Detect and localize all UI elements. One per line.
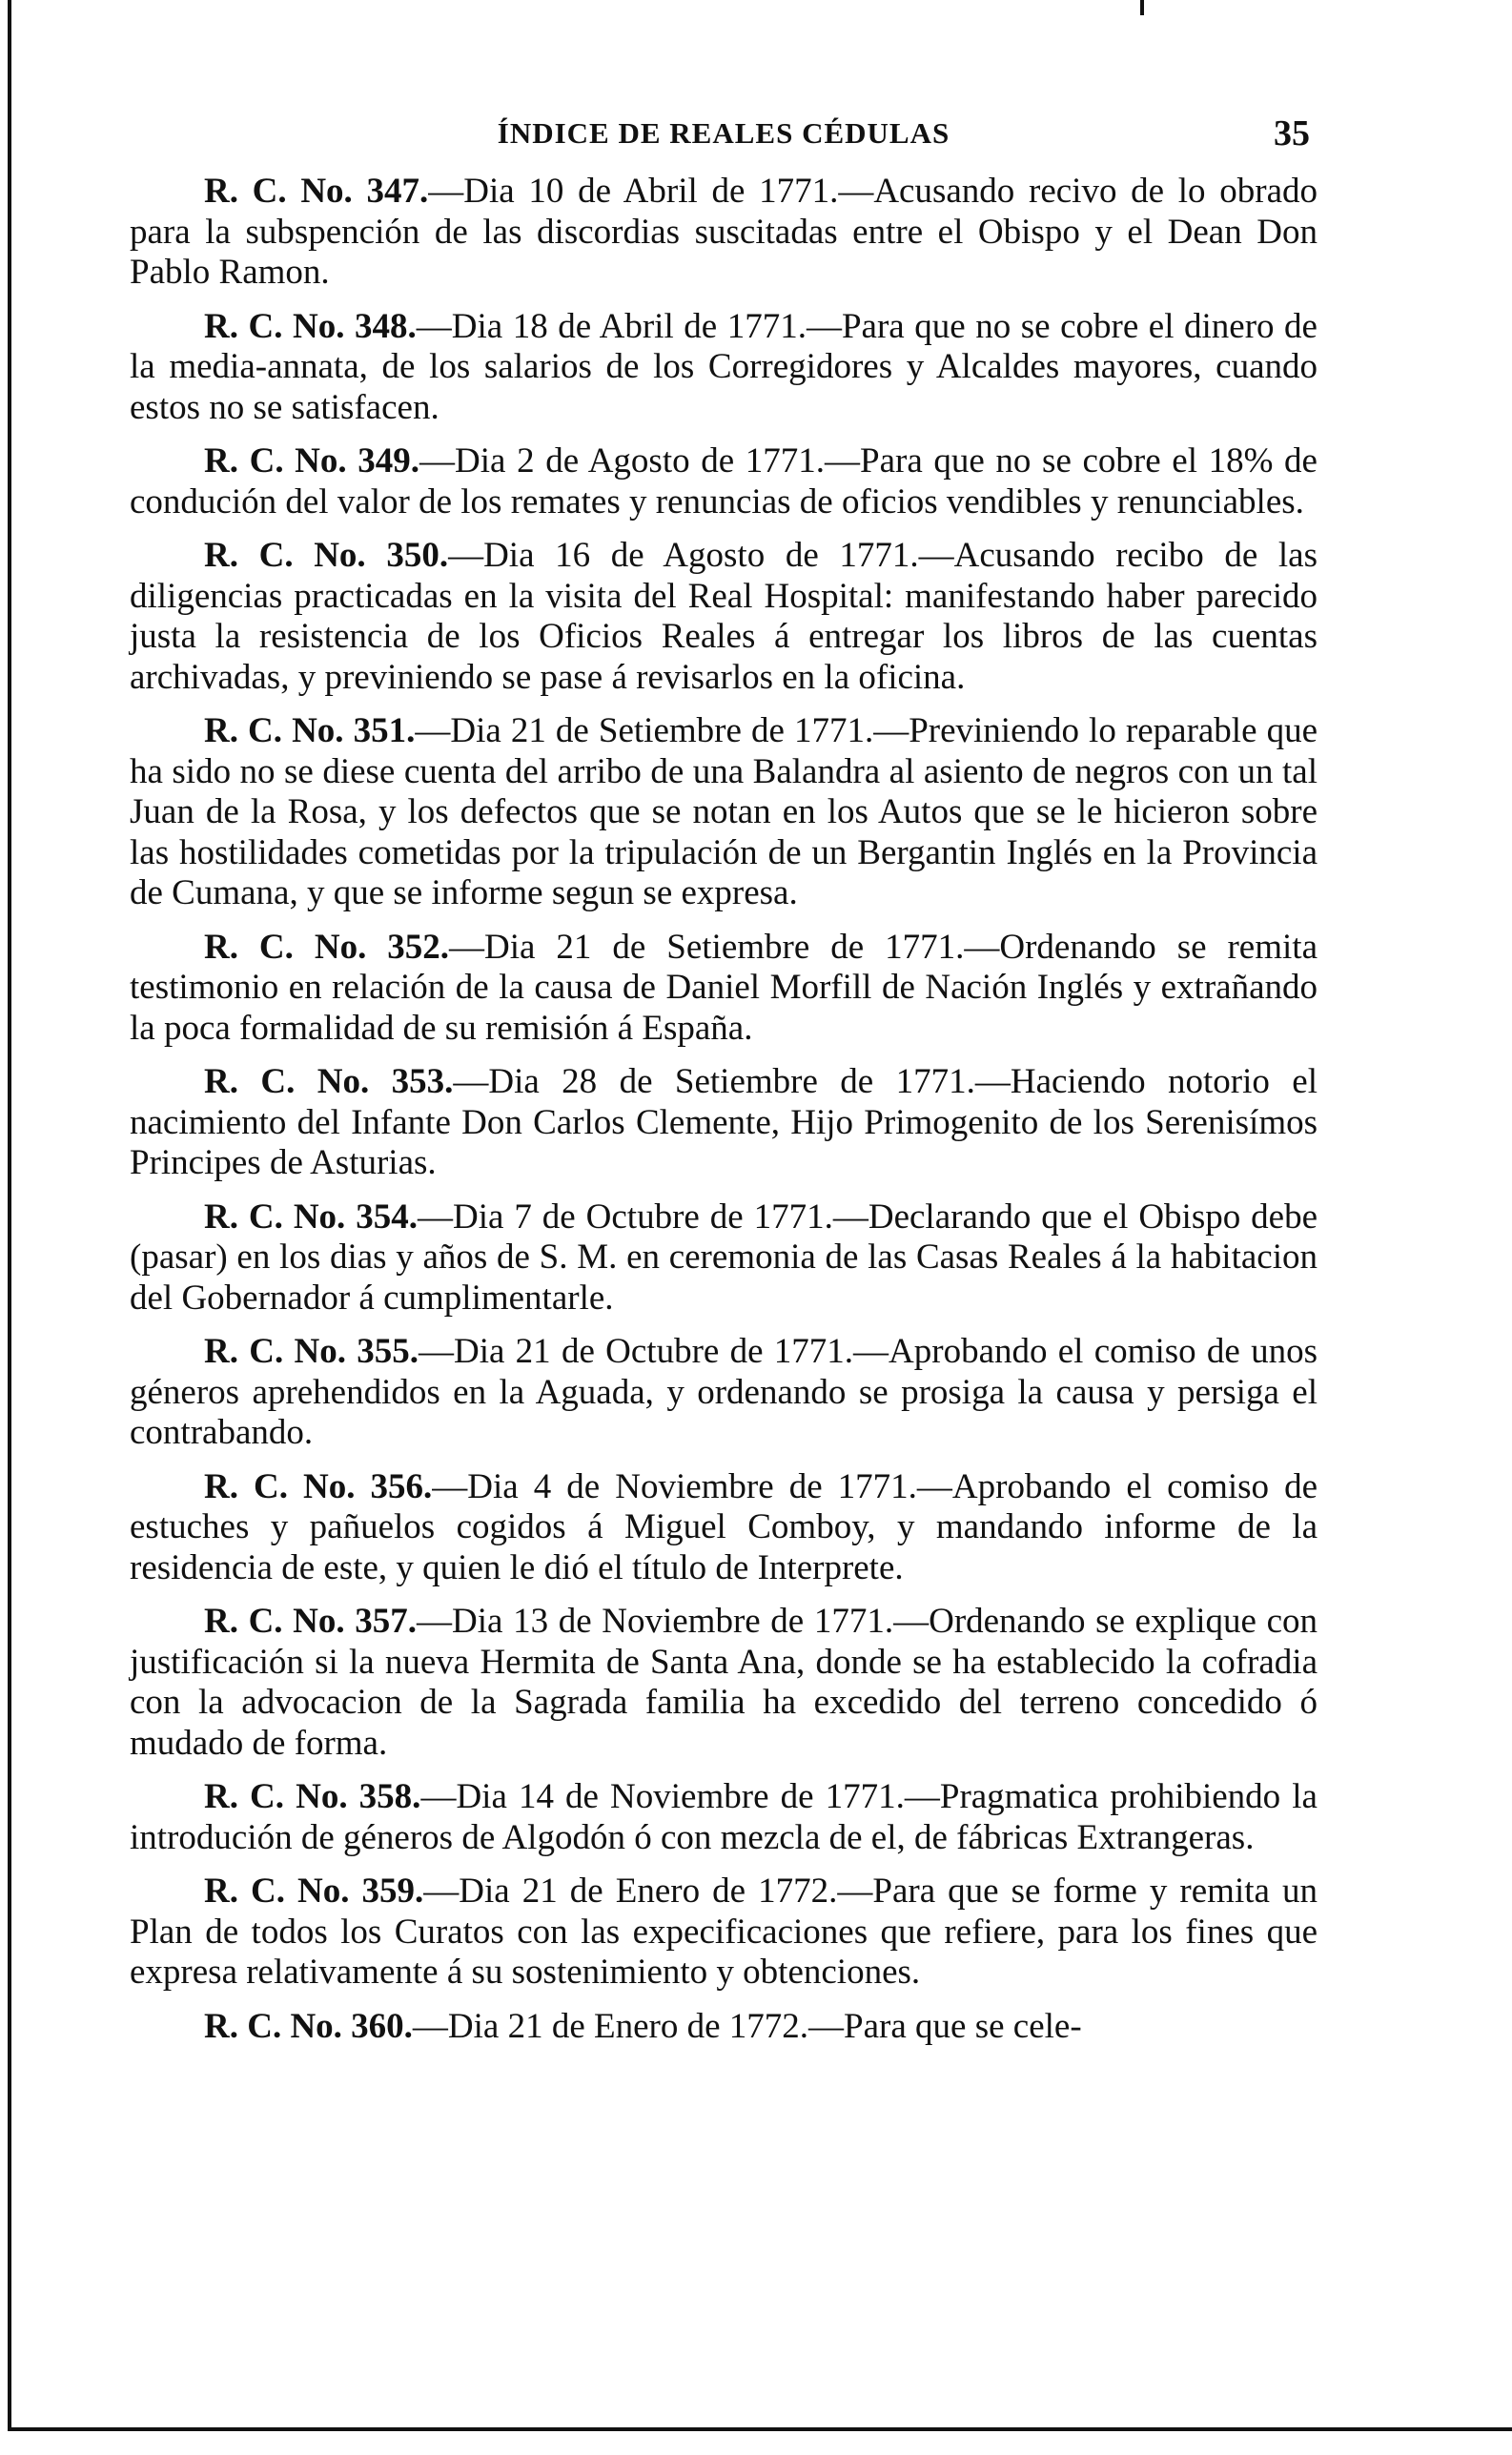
page-number: 35 xyxy=(1274,113,1310,153)
entry-text: —Dia 21 de Octubre de 1771.—Aprobando el comiso de unos géneros aprehendidos en la Aguada, y ordenando se prosiga la causa y persiga el contrabando. xyxy=(130,1332,1318,1452)
entry-reference: R. C. No. 358. xyxy=(204,1777,421,1816)
entry-reference: R. C. No. 351. xyxy=(204,711,416,750)
entry-350 xyxy=(130,536,1318,698)
top-edge-mark xyxy=(1140,0,1144,15)
bottom-border-rule xyxy=(8,2427,1512,2431)
entry-357 xyxy=(130,1602,1318,1764)
entry-355 xyxy=(130,1332,1318,1454)
entry-text: —Dia 16 de Agosto de 1771.—Acusando recibo de las diligencias practicadas en la visita del Real Hospital: manifestando haber parecido justa la resistencia de los Oficios Reales á entregar los libros de las cuentas archivadas, y previniendo se pase á revisarlos en la oficina. xyxy=(130,536,1318,697)
entry-359 xyxy=(130,1872,1318,1994)
entry-356 xyxy=(130,1467,1318,1589)
entry-text: —Dia 13 de Noviembre de 1771.—Ordenando se explique con justificación si la nueva Hermita de Santa Ana, donde se ha establecido la cofradia con la advocacion de la Sagrada familia ha excedido del terreno concedido ó mudado de forma. xyxy=(130,1602,1318,1763)
entry-348 xyxy=(130,307,1318,429)
entry-358 xyxy=(130,1777,1318,1858)
entry-reference: R. C. No. 356. xyxy=(204,1466,433,1506)
entry-354 xyxy=(130,1197,1318,1320)
entry-reference: R. C. No. 349. xyxy=(204,441,420,481)
entry-reference: R. C. No. 355. xyxy=(204,1332,419,1371)
entry-reference: R. C. No. 359. xyxy=(204,1872,424,1911)
entry-text: —Dia 2 de Agosto de 1771.—Para que no se cobre el 18% de condución del valor de los remates y renuncias de oficios vendibles y renunciables. xyxy=(130,441,1318,522)
entry-text: —Dia 14 de Noviembre de 1771.—Pragmatica prohibiendo la introdución de géneros de Algodón ó con mezcla de el, de fábricas Extrangeras. xyxy=(130,1777,1318,1857)
entry-text: —Dia 18 de Abril de 1771.—Para que no se cobre el dinero de la media-annata, de los salarios de los Corregidores y Alcaldes mayores, cuando estos no se satisfacen. xyxy=(130,306,1318,427)
entry-353 xyxy=(130,1062,1318,1184)
entry-352 xyxy=(130,928,1318,1050)
entry-text: —Dia 7 de Octubre de 1771.—Declarando que el Obispo debe (pasar) en los dias y años de S. M. en ceremonia de las Casas Reales á la habitacion del Gobernador á cumplimentarle. xyxy=(130,1197,1318,1318)
entry-360 xyxy=(130,2007,1318,2048)
left-border-rule xyxy=(8,0,11,2429)
entry-reference: R. C. No. 347. xyxy=(204,172,429,211)
running-title: ÍNDICE DE REALES CÉDULAS xyxy=(497,116,950,150)
entry-reference: R. C. No. 360. xyxy=(204,2006,413,2046)
entry-347 xyxy=(130,172,1318,294)
running-head xyxy=(130,113,1318,162)
entry-text: —Dia 21 de Setiembre de 1771.—Previniendo lo reparable que ha sido no se diese cuenta del arribo de una Balandra al asiento de negros con un tal Juan de la Rosa, y los defectos que se notan en los Autos que se le hicieron sobre las hostilidades cometidas por la tripulación de un Bergantin Inglés en la Provincia de Cumana, y que se informe segun se expresa. xyxy=(130,711,1318,912)
entry-text: —Dia 10 de Abril de 1771.—Acusando recivo de lo obrado para la subspención de las discordias suscitadas entre el Obispo y el Dean Don Pablo Ramon. xyxy=(130,172,1318,292)
entry-reference: R. C. No. 353. xyxy=(204,1062,454,1101)
entry-reference: R. C. No. 354. xyxy=(204,1197,418,1237)
entry-reference: R. C. No. 352. xyxy=(204,927,450,967)
entry-reference: R. C. No. 350. xyxy=(204,536,449,575)
book-page xyxy=(130,113,1318,2060)
entry-text: —Dia 21 de Setiembre de 1771.—Ordenando se remita testimonio en relación de la causa de Daniel Morfill de Nación Inglés y extrañando la poca formalidad de su remisión á España. xyxy=(130,927,1318,1048)
entry-text: —Dia 28 de Setiembre de 1771.—Haciendo notorio el nacimiento del Infante Don Carlos Clemente, Hijo Primogenito de los Serenisímos Principes de Asturias. xyxy=(130,1062,1318,1182)
entry-reference: R. C. No. 357. xyxy=(204,1602,418,1641)
entry-text: —Dia 21 de Enero de 1772.—Para que se forme y remita un Plan de todos los Curatos con las expecificaciones que refiere, para los fines que expresa relativamente á su sostenimiento y obtenciones. xyxy=(130,1872,1318,1992)
entry-reference: R. C. No. 348. xyxy=(204,306,417,346)
entry-351 xyxy=(130,711,1318,914)
entry-349 xyxy=(130,441,1318,522)
entry-text: —Dia 21 de Enero de 1772.—Para que se cele- xyxy=(412,2006,1082,2046)
entry-text: —Dia 4 de Noviembre de 1771.—Aprobando el comiso de estuches y pañuelos cogidos á Miguel Comboy, y mandando informe de la residencia de este, y quien le dió el título de Interprete. xyxy=(130,1466,1318,1587)
